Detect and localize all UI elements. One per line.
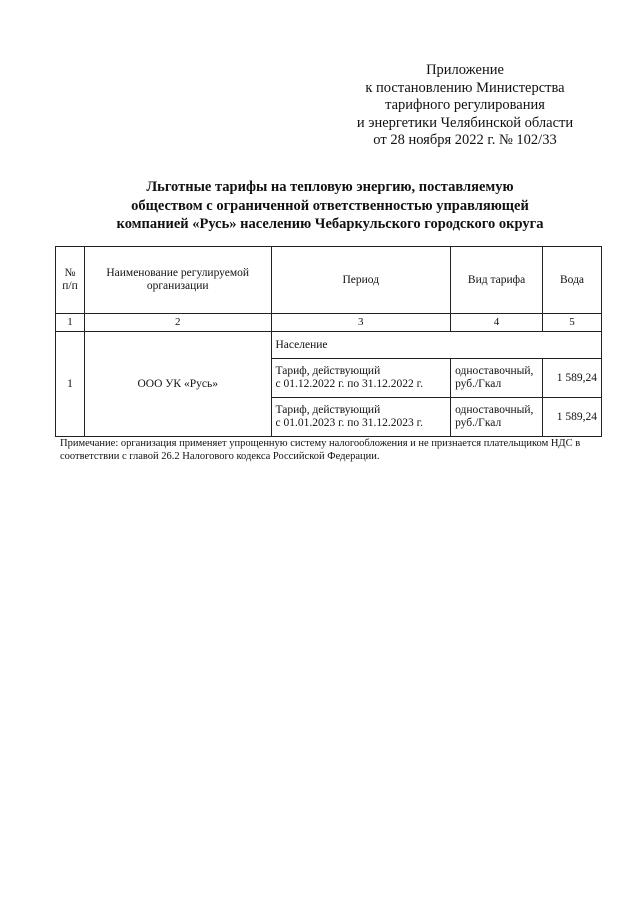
tariff-type-line: одноставочный, — [455, 404, 534, 416]
appendix-block — [330, 62, 600, 150]
period-line: Тариф, действующий — [275, 404, 381, 416]
title-line: компанией «Русь» населению Чебаркульского городского округа — [116, 216, 544, 232]
col-number: 4 — [451, 314, 543, 332]
water-value: 1 589,24 — [543, 398, 602, 437]
header-period: Период — [271, 247, 451, 314]
header-water: Вода — [543, 247, 602, 314]
row-num: 1 — [56, 332, 85, 437]
tariff-table — [55, 246, 602, 437]
row-group-label: Население — [271, 332, 602, 359]
tariff-type-line: руб./Гкал — [455, 417, 502, 429]
row-org: ООО УК «Русь» — [84, 332, 271, 437]
header-tariff-type: Вид тарифа — [451, 247, 543, 314]
period-line: с 01.01.2023 г. по 31.12.2023 г. — [275, 417, 423, 429]
tariff-type-cell — [451, 398, 543, 437]
header-num: № п/п — [56, 247, 85, 314]
tariff-type-line: одноставочный, — [455, 365, 534, 377]
tariff-type-cell — [451, 359, 543, 398]
title-line: Льготные тарифы на тепловую энергию, поставляемую — [146, 179, 514, 195]
header-org: Наименование регулируемой организации — [84, 247, 271, 314]
appendix-line: и энергетики Челябинской области — [356, 114, 574, 131]
col-number: 1 — [56, 314, 85, 332]
appendix-line: от 28 ноября 2022 г. № 102/33 — [373, 132, 557, 148]
appendix-line: Приложение — [426, 62, 504, 78]
col-number: 5 — [543, 314, 602, 332]
table-note: Примечание: организация применяет упрощенную систему налогообложения и не признается плательщиком НДС в соответствии с главой 26.2 Налогового кодекса Российской Федерации. — [60, 438, 581, 462]
period-line: с 01.12.2022 г. по 31.12.2022 г. — [275, 378, 423, 390]
period-cell — [271, 359, 451, 398]
period-line: Тариф, действующий — [275, 365, 381, 377]
col-number: 3 — [271, 314, 451, 332]
tariff-type-line: руб./Гкал — [455, 378, 502, 390]
appendix-line: к постановлению Министерства — [365, 79, 565, 96]
appendix-line: тарифного регулирования — [385, 97, 545, 113]
column-number-row — [56, 314, 602, 332]
document-title — [60, 178, 600, 234]
period-cell — [271, 398, 451, 437]
table-row — [56, 332, 602, 359]
water-value: 1 589,24 — [543, 359, 602, 398]
table-header-row — [56, 247, 602, 314]
title-line: обществом с ограниченной ответственностью управляющей — [131, 197, 529, 214]
col-number: 2 — [84, 314, 271, 332]
